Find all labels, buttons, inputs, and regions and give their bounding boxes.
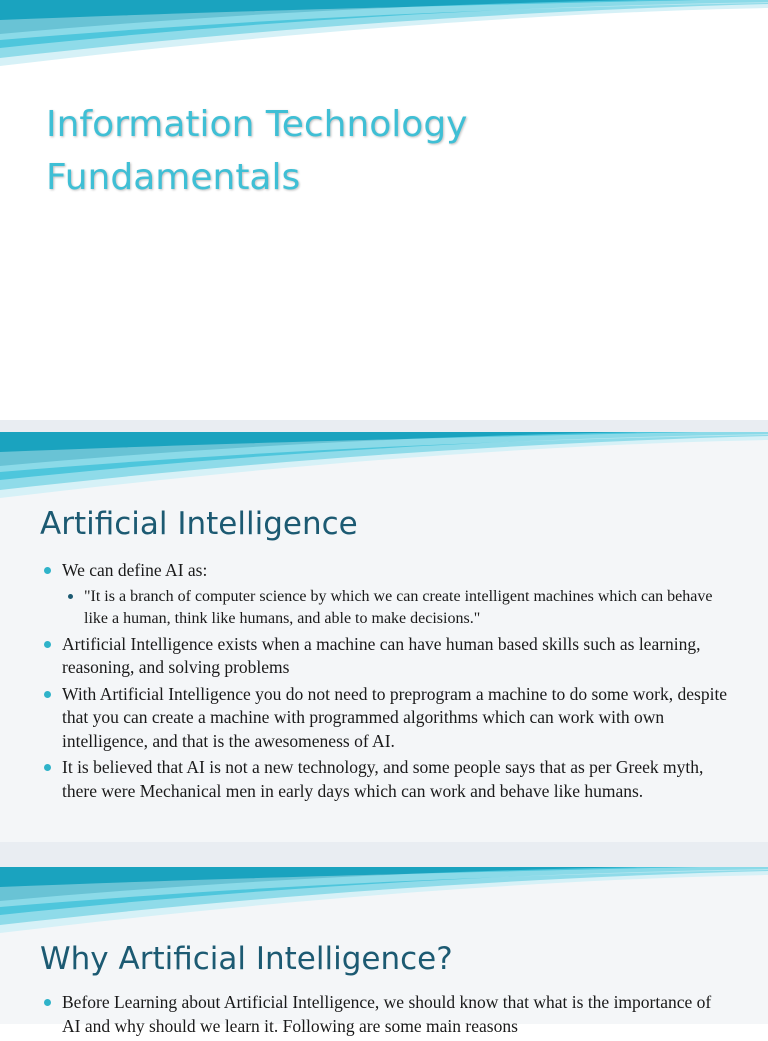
bullet-text: With Artificial Intelligence you do not need to preprogram a machine to do some work, despite that you can create a machine with programmed algorithms which can work with own intelligence, and that is the awesomeness of AI. <box>62 683 728 751</box>
bullet-icon <box>44 567 51 574</box>
slide-title <box>0 0 768 420</box>
sub-bullet-list <box>62 586 732 630</box>
bullet-list <box>42 559 732 806</box>
presentation-title <box>46 98 726 204</box>
bullet-text: Before Learning about Artificial Intelligence, we should know that what is the importance of AI and why should we learn it. Following are some main reasons <box>62 992 712 1036</box>
bullet-text: We can define AI as: <box>62 560 208 580</box>
bullet-text: Artificial Intelligence exists when a machine can have human based skills such as learning, reasoning, and solving problems <box>62 633 701 677</box>
bullet-item <box>42 756 732 803</box>
wave-header-decoration <box>0 0 768 70</box>
slide-gap <box>0 842 768 867</box>
bullet-item <box>42 683 732 754</box>
bullet-list <box>42 991 732 1041</box>
bullet-text: It is believed that AI is not a new technology, and some people says that as per Greek myth, there were Mechanical men in early days which can work and behave like humans. <box>62 757 704 801</box>
bullet-icon <box>44 691 51 698</box>
sub-bullet-item <box>62 586 732 630</box>
bullet-item <box>42 991 732 1038</box>
bullet-item <box>42 559 732 630</box>
bullet-icon <box>44 764 51 771</box>
wave-header-decoration <box>0 432 768 502</box>
slide-why-artificial-intelligence <box>0 867 768 1036</box>
slide-artificial-intelligence <box>0 432 768 842</box>
bullet-icon <box>44 999 51 1006</box>
title-line-1: Information Technology <box>46 104 468 145</box>
slide-heading: Why Artificial Intelligence? <box>40 941 453 977</box>
sub-bullet-text: "It is a branch of computer science by which we can create intelligent machines which can behave like a human, think like humans, and able to make decisions." <box>84 587 713 627</box>
slide-heading: Artificial Intelligence <box>40 506 358 542</box>
sub-bullet-icon <box>68 594 73 599</box>
slide-gap <box>0 420 768 432</box>
title-line-2: Fundamentals <box>46 157 301 198</box>
bullet-item <box>42 633 732 680</box>
wave-header-decoration <box>0 867 768 937</box>
bullet-icon <box>44 641 51 648</box>
